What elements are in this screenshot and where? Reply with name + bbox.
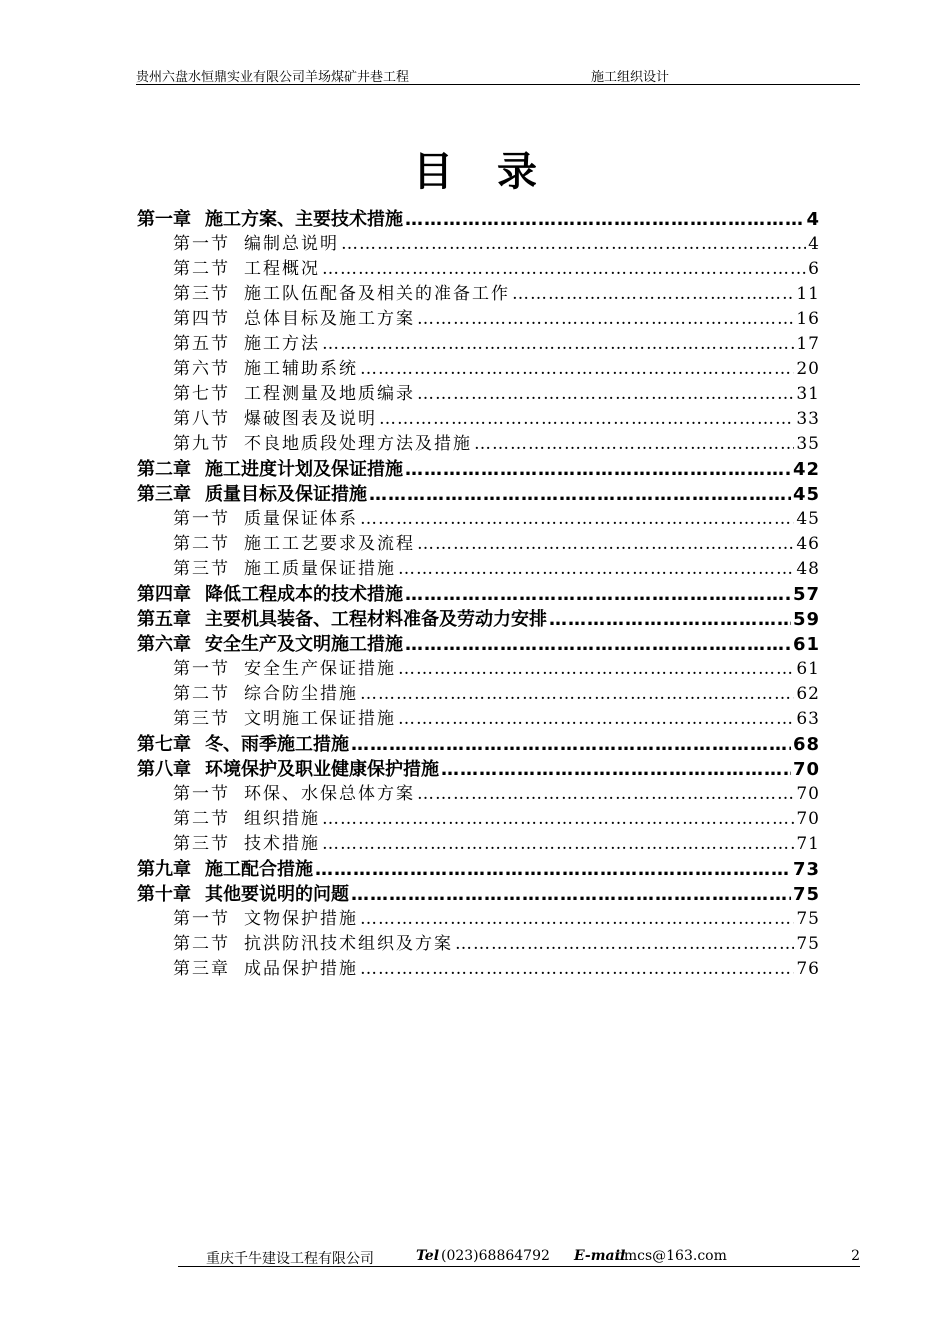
toc-entry-number: 第一节 bbox=[173, 909, 230, 929]
toc-entry-title: 组织措施 bbox=[244, 809, 320, 829]
toc-entry-title: 主要机具装备、工程材料准备及劳动力安排 bbox=[205, 609, 547, 630]
footer-company: 重庆千牛建设工程有限公司 bbox=[206, 1251, 374, 1267]
toc-entry-number: 第八节 bbox=[173, 409, 230, 429]
toc-section-entry[interactable] bbox=[137, 257, 820, 282]
toc-dot-leader bbox=[405, 632, 791, 657]
toc-entry-number: 第一章 bbox=[137, 209, 191, 230]
toc-dot-leader bbox=[322, 332, 794, 357]
toc-entry-page: 63 bbox=[796, 709, 820, 729]
toc-entry-title: 施工质量保证措施 bbox=[244, 559, 396, 579]
toc-section-entry[interactable] bbox=[137, 382, 820, 407]
toc-dot-leader bbox=[322, 832, 794, 857]
toc-entry-title: 施工队伍配备及相关的准备工作 bbox=[244, 284, 510, 304]
toc-entry-page: 70 bbox=[792, 759, 820, 780]
toc-entry-title: 综合防尘措施 bbox=[244, 684, 358, 704]
toc-entry-page: 17 bbox=[796, 334, 820, 354]
toc-chapter-entry[interactable] bbox=[137, 607, 820, 632]
toc-dot-leader bbox=[351, 732, 791, 757]
table-of-contents bbox=[137, 207, 820, 982]
toc-dot-leader bbox=[360, 507, 794, 532]
toc-chapter-entry[interactable] bbox=[137, 582, 820, 607]
toc-dot-leader bbox=[405, 457, 791, 482]
toc-entry-page: 4 bbox=[808, 234, 820, 254]
toc-entry-number: 第二节 bbox=[173, 809, 230, 829]
toc-entry-page: 71 bbox=[796, 834, 820, 854]
toc-entry-page: 75 bbox=[792, 884, 820, 905]
toc-entry-title: 环境保护及职业健康保护措施 bbox=[205, 759, 439, 780]
toc-section-entry[interactable] bbox=[137, 957, 820, 982]
toc-entry-title: 施工方法 bbox=[244, 334, 320, 354]
toc-entry-title: 施工进度计划及保证措施 bbox=[205, 459, 403, 480]
footer-mail-label: E-mail bbox=[574, 1248, 626, 1264]
toc-entry-number: 第三节 bbox=[173, 709, 230, 729]
toc-entry-page: 62 bbox=[796, 684, 820, 704]
toc-dot-leader bbox=[341, 232, 806, 257]
toc-entry-title: 技术措施 bbox=[244, 834, 320, 854]
toc-section-entry[interactable] bbox=[137, 807, 820, 832]
toc-entry-number: 第二章 bbox=[137, 459, 191, 480]
toc-entry-title: 冬、雨季施工措施 bbox=[205, 734, 349, 755]
footer-tel-label: Tel bbox=[416, 1248, 440, 1264]
toc-entry-page: 4 bbox=[806, 209, 820, 230]
toc-entry-number: 第一节 bbox=[173, 784, 230, 804]
toc-dot-leader bbox=[360, 682, 794, 707]
toc-entry-title: 环保、水保总体方案 bbox=[244, 784, 415, 804]
toc-chapter-entry[interactable] bbox=[137, 207, 820, 232]
toc-entry-title: 工程测量及地质编录 bbox=[244, 384, 415, 404]
toc-entry-page: 35 bbox=[796, 434, 820, 454]
toc-dot-leader bbox=[398, 657, 794, 682]
toc-dot-leader bbox=[417, 782, 794, 807]
toc-entry-page: 46 bbox=[796, 534, 820, 554]
toc-dot-leader bbox=[398, 707, 794, 732]
toc-chapter-entry[interactable] bbox=[137, 732, 820, 757]
toc-entry-page: 31 bbox=[796, 384, 820, 404]
toc-section-entry[interactable] bbox=[137, 682, 820, 707]
toc-entry-number: 第六节 bbox=[173, 359, 230, 379]
toc-dot-leader bbox=[405, 207, 804, 232]
toc-entry-title: 不良地质段处理方法及措施 bbox=[244, 434, 472, 454]
toc-entry-title: 施工方案、主要技术措施 bbox=[205, 209, 403, 230]
toc-entry-number: 第一节 bbox=[173, 509, 230, 529]
toc-entry-title: 成品保护措施 bbox=[244, 959, 358, 979]
toc-entry-number: 第六章 bbox=[137, 634, 191, 655]
header-doc-type: 施工组织设计 bbox=[591, 70, 670, 85]
header-project-name: 贵州六盘水恒鼎实业有限公司羊场煤矿井巷工程 bbox=[136, 70, 410, 85]
toc-entry-title: 抗洪防汛技术组织及方案 bbox=[244, 934, 453, 954]
toc-entry-number: 第一节 bbox=[173, 234, 230, 254]
toc-dot-leader bbox=[417, 307, 794, 332]
toc-entry-title: 爆破图表及说明 bbox=[244, 409, 377, 429]
toc-entry-title: 文明施工保证措施 bbox=[244, 709, 396, 729]
toc-entry-number: 第五章 bbox=[137, 609, 191, 630]
toc-entry-page: 57 bbox=[792, 584, 820, 605]
toc-dot-leader bbox=[322, 257, 806, 282]
toc-entry-title: 施工配合措施 bbox=[205, 859, 313, 880]
toc-section-entry[interactable] bbox=[137, 432, 820, 457]
toc-section-entry[interactable] bbox=[137, 282, 820, 307]
toc-chapter-entry[interactable] bbox=[137, 857, 820, 882]
toc-entry-number: 第二节 bbox=[173, 684, 230, 704]
toc-entry-number: 第九章 bbox=[137, 859, 191, 880]
toc-entry-number: 第三节 bbox=[173, 284, 230, 304]
toc-chapter-entry[interactable] bbox=[137, 882, 820, 907]
page-header bbox=[136, 64, 860, 85]
page-footer bbox=[178, 1248, 860, 1267]
toc-section-entry[interactable] bbox=[137, 557, 820, 582]
page-title: 目录 bbox=[413, 149, 581, 195]
toc-entry-number: 第二节 bbox=[173, 259, 230, 279]
toc-dot-leader bbox=[379, 407, 794, 432]
toc-chapter-entry[interactable] bbox=[137, 757, 820, 782]
toc-entry-title: 工程概况 bbox=[244, 259, 320, 279]
toc-section-entry[interactable] bbox=[137, 707, 820, 732]
toc-section-entry[interactable] bbox=[137, 507, 820, 532]
toc-entry-page: 68 bbox=[792, 734, 820, 755]
toc-entry-page: 11 bbox=[796, 284, 820, 304]
toc-section-entry[interactable] bbox=[137, 407, 820, 432]
toc-entry-page: 75 bbox=[796, 934, 820, 954]
toc-dot-leader bbox=[455, 932, 794, 957]
toc-entry-title: 安全生产保证措施 bbox=[244, 659, 396, 679]
toc-dot-leader bbox=[315, 857, 791, 882]
toc-entry-title: 质量目标及保证措施 bbox=[205, 484, 367, 505]
toc-entry-page: 45 bbox=[796, 509, 820, 529]
toc-dot-leader bbox=[360, 957, 794, 982]
toc-entry-title: 施工辅助系统 bbox=[244, 359, 358, 379]
toc-dot-leader bbox=[417, 382, 794, 407]
toc-entry-page: 20 bbox=[796, 359, 820, 379]
footer-tel: (023)68864792 bbox=[441, 1248, 550, 1264]
footer-page-number: 2 bbox=[851, 1248, 860, 1264]
toc-section-entry[interactable] bbox=[137, 307, 820, 332]
toc-section-entry[interactable] bbox=[137, 357, 820, 382]
toc-entry-page: 73 bbox=[792, 859, 820, 880]
toc-dot-leader bbox=[549, 607, 791, 632]
toc-entry-number: 第三节 bbox=[173, 559, 230, 579]
toc-entry-page: 70 bbox=[796, 809, 820, 829]
toc-entry-number: 第二节 bbox=[173, 534, 230, 554]
toc-section-entry[interactable] bbox=[137, 657, 820, 682]
toc-entry-page: 16 bbox=[796, 309, 820, 329]
toc-section-entry[interactable] bbox=[137, 532, 820, 557]
toc-entry-number: 第二节 bbox=[173, 934, 230, 954]
toc-entry-title: 文物保护措施 bbox=[244, 909, 358, 929]
toc-dot-leader bbox=[474, 432, 794, 457]
toc-entry-number: 第十章 bbox=[137, 884, 191, 905]
toc-entry-title: 其他要说明的问题 bbox=[205, 884, 349, 905]
toc-entry-number: 第八章 bbox=[137, 759, 191, 780]
toc-entry-page: 6 bbox=[808, 259, 820, 279]
toc-entry-page: 61 bbox=[792, 634, 820, 655]
toc-dot-leader bbox=[405, 582, 791, 607]
toc-section-entry[interactable] bbox=[137, 907, 820, 932]
toc-entry-page: 76 bbox=[796, 959, 820, 979]
toc-entry-page: 42 bbox=[792, 459, 820, 480]
toc-section-entry[interactable] bbox=[137, 782, 820, 807]
toc-dot-leader bbox=[417, 532, 794, 557]
toc-entry-number: 第七节 bbox=[173, 384, 230, 404]
toc-dot-leader bbox=[322, 807, 794, 832]
toc-entry-page: 75 bbox=[796, 909, 820, 929]
toc-section-entry[interactable] bbox=[137, 332, 820, 357]
toc-entry-title: 施工工艺要求及流程 bbox=[244, 534, 415, 554]
toc-section-entry[interactable] bbox=[137, 232, 820, 257]
toc-entry-number: 第九节 bbox=[173, 434, 230, 454]
toc-chapter-entry[interactable] bbox=[137, 457, 820, 482]
toc-dot-leader bbox=[398, 557, 794, 582]
toc-dot-leader bbox=[360, 357, 794, 382]
toc-entry-number: 第七章 bbox=[137, 734, 191, 755]
toc-entry-page: 48 bbox=[796, 559, 820, 579]
toc-entry-title: 降低工程成本的技术措施 bbox=[205, 584, 403, 605]
footer-email: cmcs@163.com bbox=[616, 1248, 727, 1264]
toc-section-entry[interactable] bbox=[137, 832, 820, 857]
toc-chapter-entry[interactable] bbox=[137, 632, 820, 657]
toc-chapter-entry[interactable] bbox=[137, 482, 820, 507]
toc-dot-leader bbox=[351, 882, 791, 907]
toc-dot-leader bbox=[369, 482, 791, 507]
toc-entry-number: 第三节 bbox=[173, 834, 230, 854]
toc-entry-page: 45 bbox=[792, 484, 820, 505]
toc-entry-number: 第三章 bbox=[137, 484, 191, 505]
toc-entry-page: 70 bbox=[796, 784, 820, 804]
toc-entry-number: 第四节 bbox=[173, 309, 230, 329]
toc-section-entry[interactable] bbox=[137, 932, 820, 957]
toc-dot-leader bbox=[360, 907, 794, 932]
toc-entry-number: 第五节 bbox=[173, 334, 230, 354]
toc-entry-title: 质量保证体系 bbox=[244, 509, 358, 529]
toc-entry-title: 总体目标及施工方案 bbox=[244, 309, 415, 329]
toc-entry-number: 第三章 bbox=[173, 959, 230, 979]
toc-dot-leader bbox=[512, 282, 794, 307]
toc-entry-page: 59 bbox=[792, 609, 820, 630]
toc-entry-page: 61 bbox=[796, 659, 820, 679]
toc-entry-page: 33 bbox=[796, 409, 820, 429]
toc-entry-number: 第四章 bbox=[137, 584, 191, 605]
toc-entry-title: 编制总说明 bbox=[244, 234, 339, 254]
toc-dot-leader bbox=[441, 757, 791, 782]
toc-entry-number: 第一节 bbox=[173, 659, 230, 679]
toc-entry-title: 安全生产及文明施工措施 bbox=[205, 634, 403, 655]
